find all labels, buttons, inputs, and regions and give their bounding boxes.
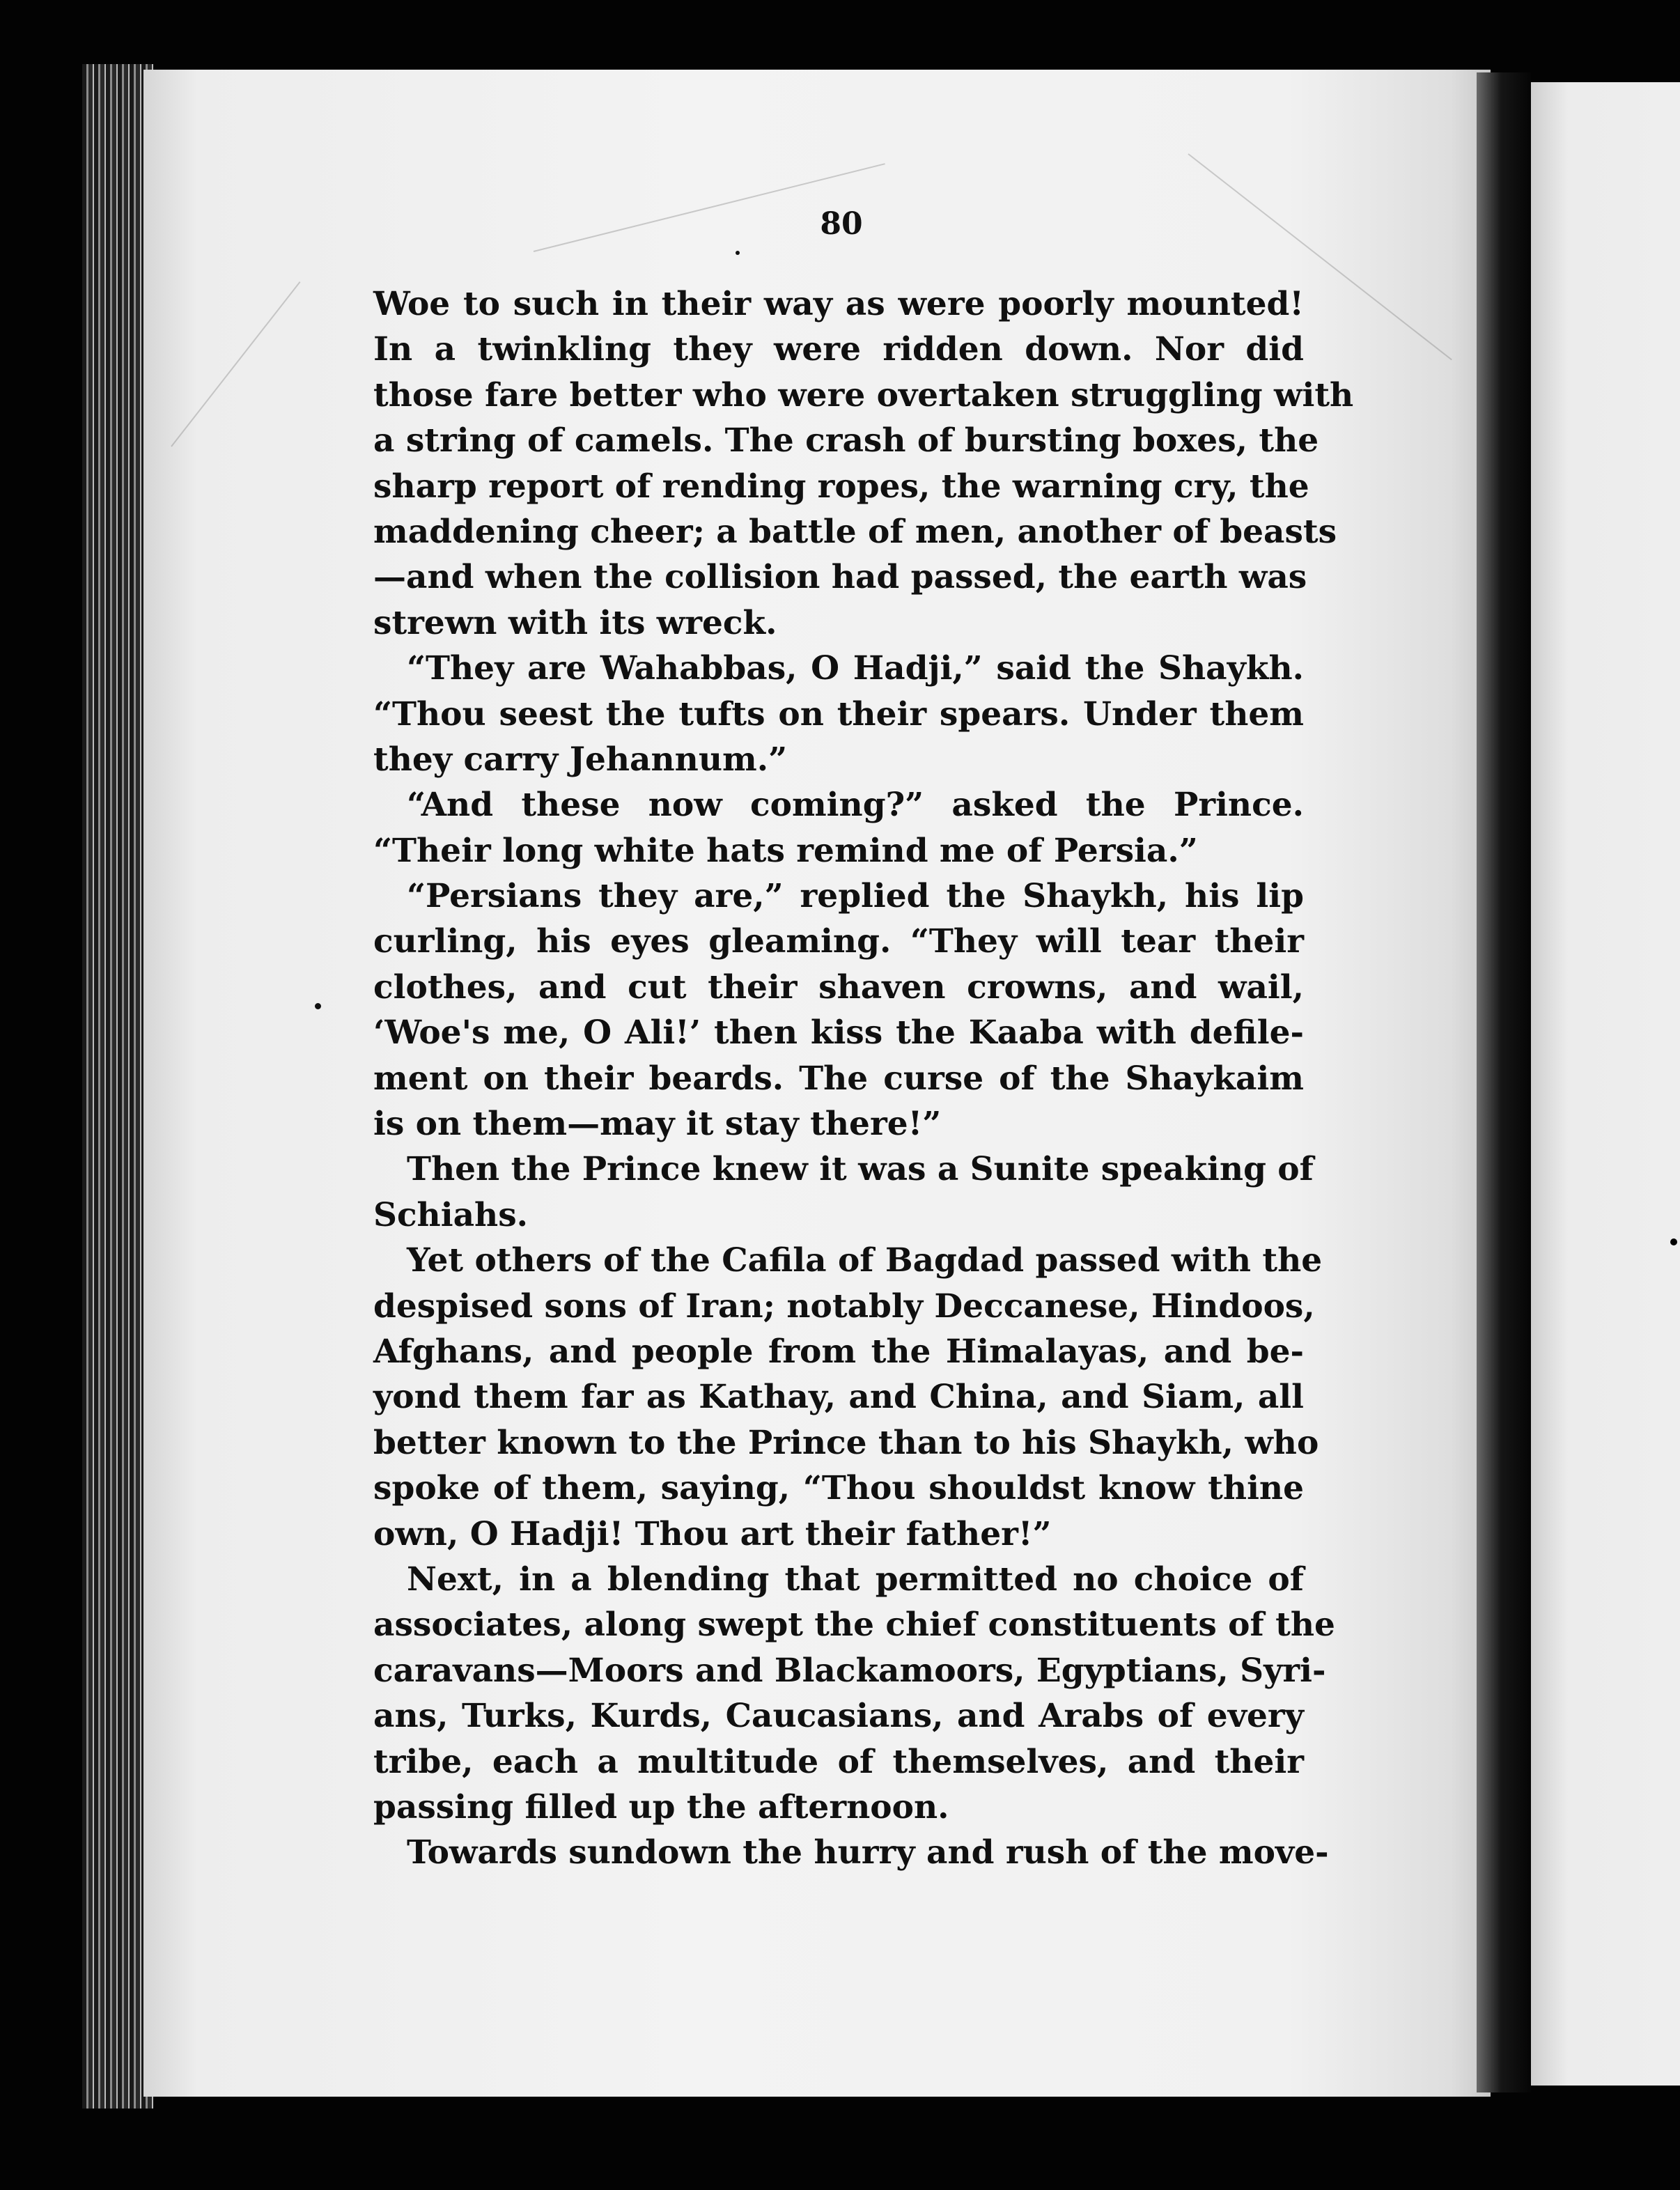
facing-page-edge bbox=[1531, 82, 1680, 2086]
text-line: yond them far as Kathay, and China, and Siam, all bbox=[373, 1378, 1304, 1417]
text-line: tribe, each a multitude of themselves, and their bbox=[373, 1742, 1304, 1781]
text-line: they carry Jehannum.” bbox=[373, 740, 788, 779]
ink-blemish bbox=[1670, 1238, 1677, 1245]
text-line: associates, along swept the chief constituents of the bbox=[373, 1606, 1335, 1645]
ink-blemish bbox=[315, 1003, 321, 1009]
text-line: ‘Woe's me, O Ali!’ then kiss the Kaaba with defile- bbox=[373, 1014, 1304, 1053]
text-line: curling, his eyes gleaming. “They will tear their bbox=[373, 922, 1304, 961]
text-line: strewn with its wreck. bbox=[373, 603, 777, 642]
text-line: despised sons of Iran; notably Deccanese, Hindoos, bbox=[373, 1287, 1315, 1326]
book-gutter-shadow bbox=[1477, 72, 1531, 2092]
text-line: Next, in a blending that permitted no choice of bbox=[407, 1560, 1304, 1599]
page-number: 80 bbox=[820, 206, 863, 242]
text-line: a string of camels. The crash of bursting boxes, the bbox=[373, 421, 1319, 460]
text-line: Then the Prince knew it was a Sunite speaking of bbox=[407, 1150, 1314, 1189]
page-body-text bbox=[373, 281, 1354, 1876]
text-line: “Their long white hats remind me of Persia.” bbox=[373, 831, 1198, 870]
text-line: Afghans, and people from the Himalayas, and be- bbox=[373, 1332, 1304, 1371]
ink-blemish bbox=[736, 251, 740, 255]
text-line: Towards sundown the hurry and rush of the move- bbox=[407, 1833, 1329, 1872]
book-page-edges bbox=[82, 64, 153, 2109]
text-line: “Persians they are,” replied the Shaykh, his lip bbox=[407, 877, 1304, 916]
text-line: maddening cheer; a battle of men, another of beasts bbox=[373, 512, 1337, 551]
text-line: those fare better who were overtaken struggling with bbox=[373, 375, 1354, 414]
text-line: Schiahs. bbox=[373, 1195, 529, 1234]
text-line: “Thou seest the tufts on their spears. Under them bbox=[373, 694, 1304, 733]
text-line: caravans—Moors and Blackamoors, Egyptians, Syri- bbox=[373, 1651, 1326, 1690]
text-line: clothes, and cut their shaven crowns, and wail, bbox=[373, 968, 1304, 1007]
text-line: own, O Hadji! Thou art their father!” bbox=[373, 1514, 1052, 1553]
text-line: spoke of them, saying, “Thou shouldst know thine bbox=[373, 1469, 1304, 1508]
text-line: sharp report of rending ropes, the warning cry, the bbox=[373, 467, 1309, 506]
text-line: “They are Wahabbas, O Hadji,” said the Shaykh. bbox=[407, 649, 1304, 688]
text-line: is on them—may it stay there!” bbox=[373, 1105, 942, 1144]
text-line: Woe to such in their way as were poorly mounted! bbox=[373, 285, 1304, 323]
text-line: “And these now coming?” asked the Prince. bbox=[407, 786, 1304, 825]
text-line: ment on their beards. The curse of the Shaykaim bbox=[373, 1059, 1304, 1098]
text-line: —and when the collision had passed, the earth was bbox=[373, 558, 1307, 597]
text-line: Yet others of the Cafila of Bagdad passed with the bbox=[407, 1241, 1323, 1280]
text-line: better known to the Prince than to his Shaykh, who bbox=[373, 1423, 1319, 1462]
text-line: passing filled up the afternoon. bbox=[373, 1787, 949, 1826]
text-line: In a twinkling they were ridden down. Nor did bbox=[373, 330, 1304, 369]
paper-scratch bbox=[171, 281, 300, 447]
text-line: ans, Turks, Kurds, Caucasians, and Arabs of every bbox=[373, 1697, 1304, 1736]
